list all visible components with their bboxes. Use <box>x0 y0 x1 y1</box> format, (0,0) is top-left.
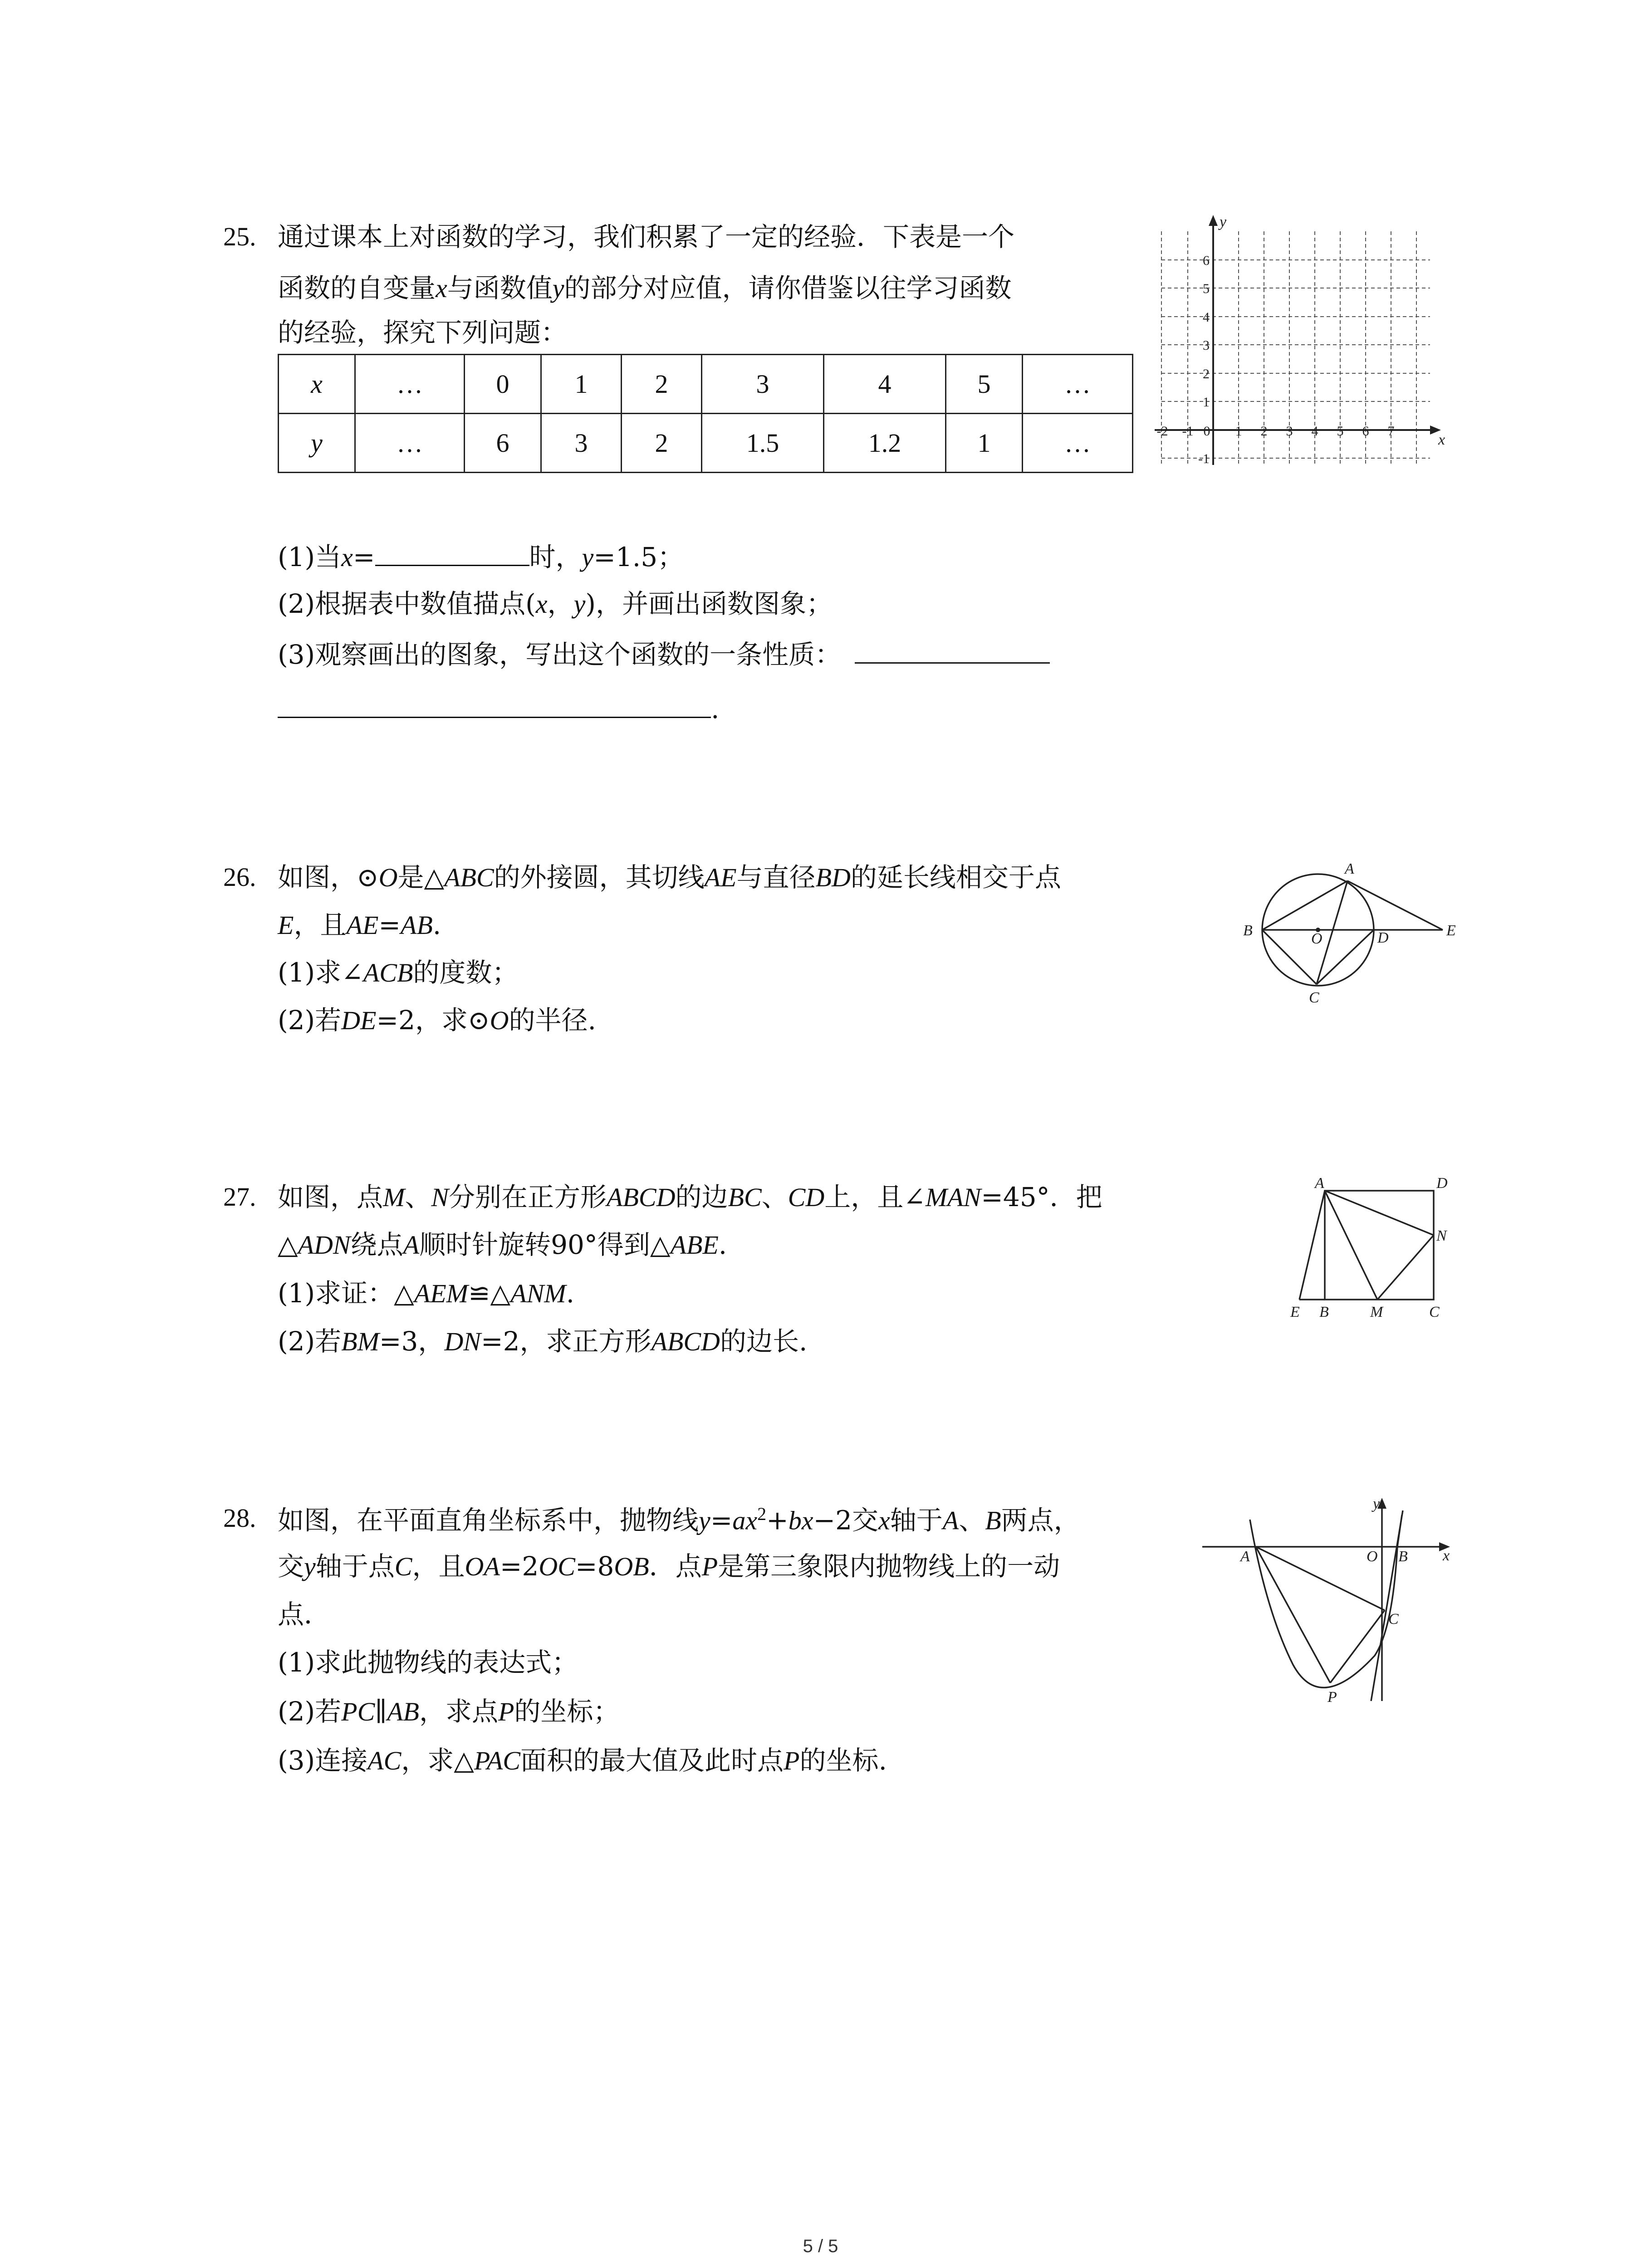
table-cell: 3 <box>702 355 824 414</box>
svg-text:M: M <box>1370 1304 1383 1318</box>
q25-line1: 通过课本上对函数的学习，我们积累了一定的经验．下表是一个 <box>278 221 1015 252</box>
q26-line2: E，且AE=AB. <box>278 909 441 940</box>
table-header-y: y <box>279 414 355 473</box>
q26-part2: (2)若DE=2，求⊙O的半径. <box>278 1005 596 1036</box>
svg-text:C: C <box>1309 989 1319 1006</box>
q25-line2: 函数的自变量x与函数值y的部分对应值，请你借鉴以往学习函数 <box>278 273 1012 303</box>
svg-text:C: C <box>1429 1304 1440 1318</box>
q27-part1: (1)求证：△AEM≌△ANM. <box>278 1278 575 1309</box>
square-figure <box>1261 1173 1461 1318</box>
q28-part2: (2)若PC∥AB，求点P的坐标； <box>278 1696 620 1727</box>
tick-label: 2 <box>1203 367 1210 381</box>
grid-x-label: x <box>1438 431 1445 448</box>
q27-line1: 如图，点M、N分别在正方形ABCD的边BC、CD上，且∠MAN=45°．把 <box>278 1182 1102 1212</box>
svg-text:E: E <box>1446 922 1456 939</box>
answer-blank[interactable] <box>375 542 529 566</box>
svg-text:O: O <box>1311 930 1323 947</box>
table-cell: 2 <box>622 355 702 414</box>
table-cell: 1 <box>541 355 622 414</box>
q26-part1: (1)求∠ACB的度数； <box>278 957 519 988</box>
page-footer: 5 / 5 <box>803 2236 838 2256</box>
table-row-y <box>279 414 1133 473</box>
q27-part2: (2)若BM=3，DN=2，求正方形ABCD的边长. <box>278 1326 808 1357</box>
svg-text:y: y <box>1373 1496 1380 1512</box>
tick-label: 3 <box>1203 338 1210 353</box>
table-cell: 6 <box>465 414 541 473</box>
value-table <box>278 354 1133 473</box>
answer-blank[interactable] <box>855 640 1050 664</box>
table-cell: … <box>355 355 465 414</box>
table-cell: 0 <box>465 355 541 414</box>
q28-part1: (1)求此抛物线的表达式； <box>278 1647 578 1678</box>
table-cell: 5 <box>946 355 1023 414</box>
table-cell: 1 <box>946 414 1023 473</box>
table-cell: … <box>1023 414 1133 473</box>
q28-line2: 交y轴于点C，且OA=2OC=8OB．点P是第三象限内抛物线上的一动 <box>278 1551 1060 1582</box>
svg-text:C: C <box>1388 1611 1399 1628</box>
tick-label: 5 <box>1337 424 1344 439</box>
grid-y-label: y <box>1220 214 1227 230</box>
tick-label: 1 <box>1203 395 1210 410</box>
svg-text:A: A <box>1240 1548 1250 1565</box>
q25-part3: (3)观察画出的图象，写出这个函数的一条性质： <box>278 640 1050 668</box>
svg-text:x: x <box>1443 1547 1450 1564</box>
table-cell: 2 <box>622 414 702 473</box>
table-cell: 1.5 <box>702 414 824 473</box>
q28-number: 28. <box>223 1503 256 1533</box>
circle-figure <box>1243 853 1461 1007</box>
tick-label: 6 <box>1362 424 1369 439</box>
tick-label: 3 <box>1286 424 1293 439</box>
q26-number: 26. <box>223 862 256 892</box>
table-cell: … <box>355 414 465 473</box>
answer-blank[interactable] <box>278 694 711 718</box>
svg-text:B: B <box>1243 922 1253 939</box>
tick-label: -2 <box>1156 424 1168 439</box>
tick-label: 6 <box>1203 253 1210 268</box>
parabola-figure <box>1202 1492 1456 1710</box>
tick-label: 7 <box>1387 424 1395 439</box>
svg-text:N: N <box>1436 1227 1447 1244</box>
svg-text:A: A <box>1315 1175 1324 1192</box>
svg-text:E: E <box>1290 1304 1300 1318</box>
table-cell: 3 <box>541 414 622 473</box>
parabola-curve <box>1250 1515 1402 1687</box>
q25-number: 25. <box>223 222 256 251</box>
table-cell: 4 <box>824 355 946 414</box>
table-row-x <box>279 355 1133 414</box>
tick-label: -1 <box>1198 451 1210 466</box>
q25-part3-cont: . <box>278 694 719 722</box>
tick-label: 4 <box>1311 424 1318 439</box>
svg-text:D: D <box>1377 929 1389 946</box>
q27-number: 27. <box>223 1182 256 1212</box>
q25-part2: (2)根据表中数值描点(x，y)，并画出函数图象； <box>278 588 833 619</box>
table-cell: … <box>1023 355 1133 414</box>
q25-part1: (1)当x= 时，y=1.5； <box>278 542 684 572</box>
q26-line1: 如图，⊙O是△ABC的外接圆，其切线AE与直径BD的延长线相交于点 <box>278 862 1061 893</box>
table-header-x: x <box>279 355 355 414</box>
grid-x-ticks <box>1157 424 1395 439</box>
tick-label: 5 <box>1203 281 1210 296</box>
tick-label: -1 <box>1182 424 1194 439</box>
coordinate-grid <box>1152 213 1452 467</box>
tick-label: 0 <box>1203 424 1210 439</box>
q28-line3: 点． <box>278 1599 331 1630</box>
svg-text:A: A <box>1345 860 1354 877</box>
svg-text:B: B <box>1398 1548 1408 1565</box>
svg-text:D: D <box>1436 1175 1448 1192</box>
tick-label: 2 <box>1260 424 1268 439</box>
q28-part3: (3)连接AC，求△PAC面积的最大值及此时点P的坐标. <box>278 1745 887 1776</box>
q28-line1: 如图，在平面直角坐标系中，抛物线$y=ax^2+bx-2$交x轴于A、B两点， <box>278 1504 1080 1536</box>
svg-text:O: O <box>1367 1548 1378 1565</box>
svg-text:B: B <box>1319 1304 1329 1318</box>
q25-line3: 的经验，探究下列问题： <box>278 317 568 348</box>
tick-label: 1 <box>1235 424 1242 439</box>
table-cell: 1.2 <box>824 414 946 473</box>
svg-text:P: P <box>1327 1689 1337 1706</box>
tick-label: 4 <box>1203 310 1210 325</box>
q27-line2: △ADN绕点A顺时针旋转90°得到△ABE. <box>278 1229 727 1260</box>
